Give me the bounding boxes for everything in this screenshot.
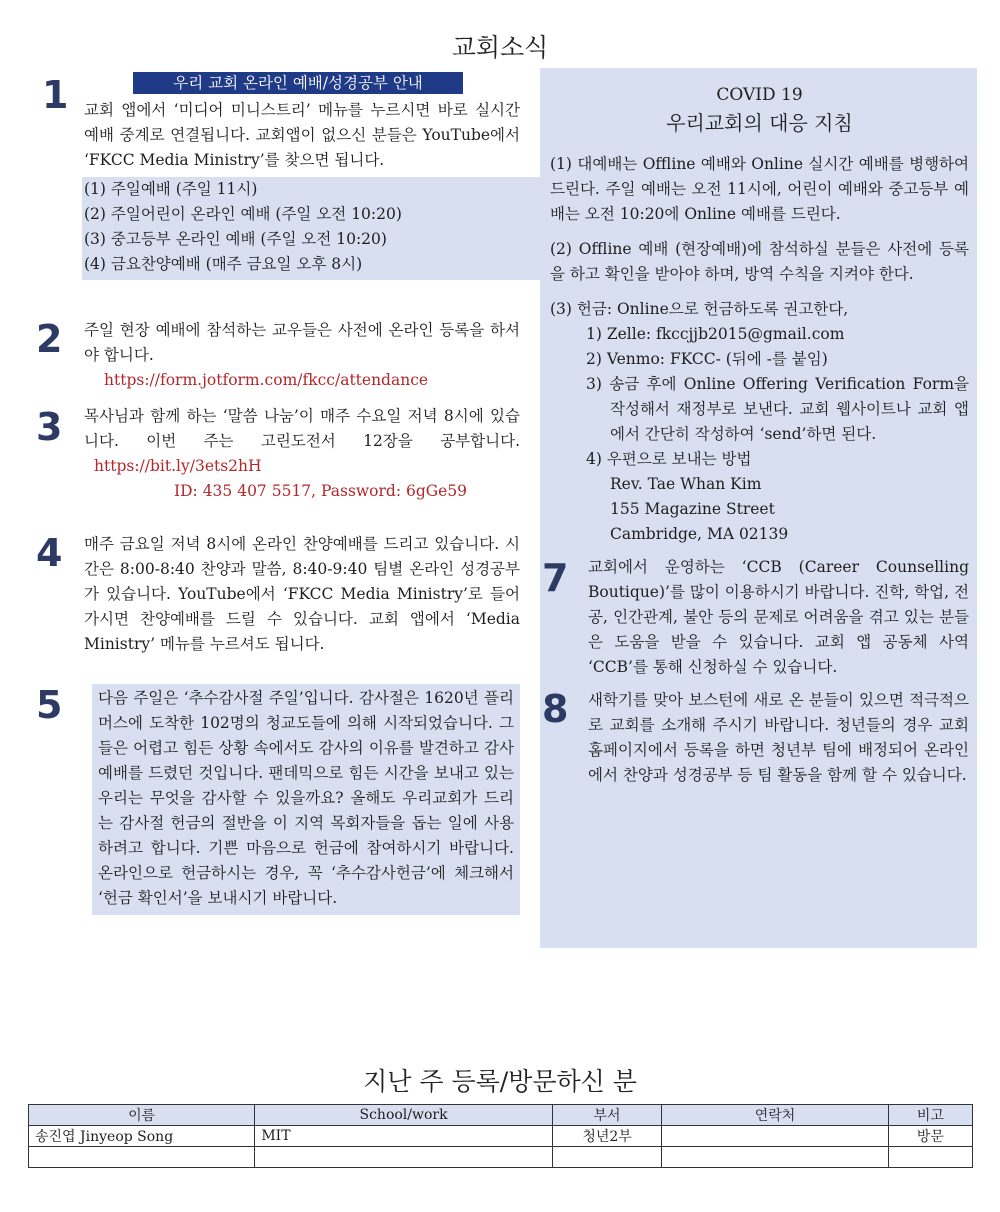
table-cell <box>552 1147 662 1168</box>
covid-guideline-2: (2) Offline 예배 (현장예배)에 참석하실 분들은 사전에 등록을 하고 확인을 받아야 하며, 방역 수칙을 지켜야 한다. <box>550 240 969 283</box>
table-cell <box>888 1147 972 1168</box>
worship-schedule <box>82 177 566 280</box>
item-5-text: 다음 주일은 ‘추수감사절 주일’입니다. 감사절은 1620년 플리머스에 도착한 102명의 청교도들에 의해 시작되었습니다. 그들은 어렵고 힘든 상황 속에서도 감사의 이유를 발견하고 감사 예배를 드렸던 것입니다. 팬데믹으로 힘든 시간을 보내고 있는 우리는 무엇을 감사할 수 있을까요? 올해도 우리교회가 드리는 감사절 헌금의 절반을 이 지역 목회자들을 돕는 일에 사용하려고 합니다. 기쁜 마음으로 헌금에 참여하시기 바랍니다. 온라인으로 헌금하시는 경우, 꼭 ‘추수감사헌금’에 체크해서 ‘헌금 확인서’을 보내시기 바랍니다. <box>98 689 514 907</box>
offering-method: 1) Zelle: fkccjjb2015@gmail.com <box>586 325 845 343</box>
item-3-paragraph <box>84 404 520 479</box>
offering-method: 3) 송금 후에 Online Offering Verification Form을 작성해서 재정부로 보낸다. 교회 웹사이트나 교회 앱에서 간단히 작성하여 ‘send’하면 된다. <box>586 375 969 443</box>
covid-guidelines-panel <box>540 68 977 948</box>
table-cell <box>662 1126 888 1147</box>
address-line: 155 Magazine Street <box>610 500 775 518</box>
table-row <box>29 1126 973 1147</box>
covid-subheading: 우리교회의 대응 지침 <box>666 111 853 135</box>
item-1-text: 교회 앱에서 ‘미디어 미니스트리’ 메뉴를 누르시면 바로 실시간 예배 중계로 연결됩니다. 교회앱이 없으신 분들은 YouTube에서 ‘FKCC Media Ministry’를 찾으면 됩니다. <box>84 101 520 169</box>
table-row <box>29 1147 973 1168</box>
item-3-text: 목사님과 함께 하는 ‘말씀 나눔’이 매주 수요일 저녁 8시에 있습니다. 이번 주는 고린도전서 12장을 공부합니다. <box>84 407 520 450</box>
item-8-text: 새학기를 맞아 보스턴에 새로 온 분들이 있으면 적극적으로 교회를 소개해 주시기 바랍니다. 청년들의 경우 교회 홈페이지에서 등록을 하면 청년부 팀에 배정되어 온라인에서 찬양과 성경공부 등 팀 활동을 함께 할 수 있습니다. <box>588 691 969 784</box>
item-1-title: 우리 교회 온라인 예배/성경공부 안내 <box>133 72 463 94</box>
column-header: 비고 <box>888 1105 972 1126</box>
news-item-5 <box>36 684 520 1024</box>
item-number: 4 <box>36 531 63 575</box>
table-cell: 송진엽 Jinyeop Song <box>29 1126 255 1147</box>
item-number: 5 <box>36 683 63 727</box>
column-header: School/work <box>255 1105 552 1126</box>
schedule-item: (1) 주일예배 (주일 11시) <box>84 180 258 198</box>
news-item-8 <box>540 688 977 788</box>
column-header: 연락처 <box>662 1105 888 1126</box>
news-item-2 <box>36 318 520 404</box>
item-7-text: 교회에서 운영하는 ‘CCB (Career Counselling Boutique)’를 많이 이용하시기 바랍니다. 진학, 학업, 전공, 인간관계, 불안 등의 문제로 어려움을 겪고 있는 분들은 도움을 받을 수 있습니다. 교회 앱 공동체 사역 ‘CCB’를 통해 신청하실 수 있습니다. <box>588 558 969 676</box>
item-number: 7 <box>542 556 569 600</box>
address-line: Rev. Tae Whan Kim <box>610 475 762 493</box>
table-cell: MIT <box>255 1126 552 1147</box>
covid-guideline-1: (1) 대예배는 Offline 예배와 Online 실시간 예배를 병행하여 드린다. 주일 예배는 오전 11시에, 어린이 예배와 중고등부 예배는 오전 10:20에 Online 예배를 드린다. <box>550 155 969 223</box>
table-cell <box>29 1147 255 1168</box>
schedule-item: (2) 주일어린이 온라인 예배 (주일 오전 10:20) <box>84 205 402 223</box>
registration-table <box>28 1104 973 1168</box>
news-item-4 <box>36 532 520 684</box>
schedule-item: (4) 금요찬양예배 (매주 금요일 오후 8시) <box>84 255 363 273</box>
item-5-box <box>92 684 520 915</box>
news-item-7 <box>540 555 977 680</box>
table-header-row <box>29 1105 973 1126</box>
item-2-text: 주일 현장 예배에 참석하는 교우들은 사전에 온라인 등록을 하셔야 합니다. <box>84 321 520 364</box>
column-header: 부서 <box>552 1105 662 1126</box>
offering-method: 2) Venmo: FKCC- (뒤에 -를 붙임) <box>586 350 828 368</box>
table-cell: 청년2부 <box>552 1126 662 1147</box>
page-title: 교회소식 <box>451 33 549 62</box>
news-item-3 <box>36 404 520 532</box>
item-4-text: 매주 금요일 저녁 8시에 온라인 찬양예배를 드리고 있습니다. 시간은 8:00-8:40 찬양과 말씀, 8:40-9:40 팀별 온라인 성경공부가 있습니다. YouTube에서 ‘FKCC Media Ministry’로 들어가시면 찬양예배를 드릴 수 있습니다. 교회 앱에서 ‘Media Ministry’ 메뉴를 누르셔도 됩니다. <box>84 535 520 653</box>
offering-method: 4) 우편으로 보내는 방법 <box>586 450 752 468</box>
item-number: 2 <box>36 317 63 361</box>
bible-study-link[interactable]: https://bit.ly/3ets2hH <box>94 457 262 475</box>
address-line: Cambridge, MA 02139 <box>610 525 789 543</box>
covid-guideline-3: (3) 헌금: Online으로 헌금하도록 권고한다, <box>550 300 849 318</box>
mailing-address <box>610 472 969 547</box>
news-left-column <box>36 72 520 1024</box>
item-number: 8 <box>542 687 569 731</box>
registration-title: 지난 주 등록/방문하신 분 <box>363 1067 637 1096</box>
table-cell <box>662 1147 888 1168</box>
table-cell: 방문 <box>888 1126 972 1147</box>
zoom-credentials: ID: 435 407 5517, Password: 6gGe59 <box>174 482 468 500</box>
covid-heading: COVID 19 <box>716 85 803 105</box>
column-header: 이름 <box>29 1105 255 1126</box>
offering-methods <box>586 322 969 547</box>
attendance-link[interactable]: https://form.jotform.com/fkcc/attendance <box>104 371 429 389</box>
table-cell <box>255 1147 552 1168</box>
item-number: 3 <box>36 405 63 449</box>
schedule-item: (3) 중고등부 온라인 예배 (주일 오전 10:20) <box>84 230 387 248</box>
news-item-1 <box>36 72 520 318</box>
item-number: 1 <box>42 73 69 117</box>
